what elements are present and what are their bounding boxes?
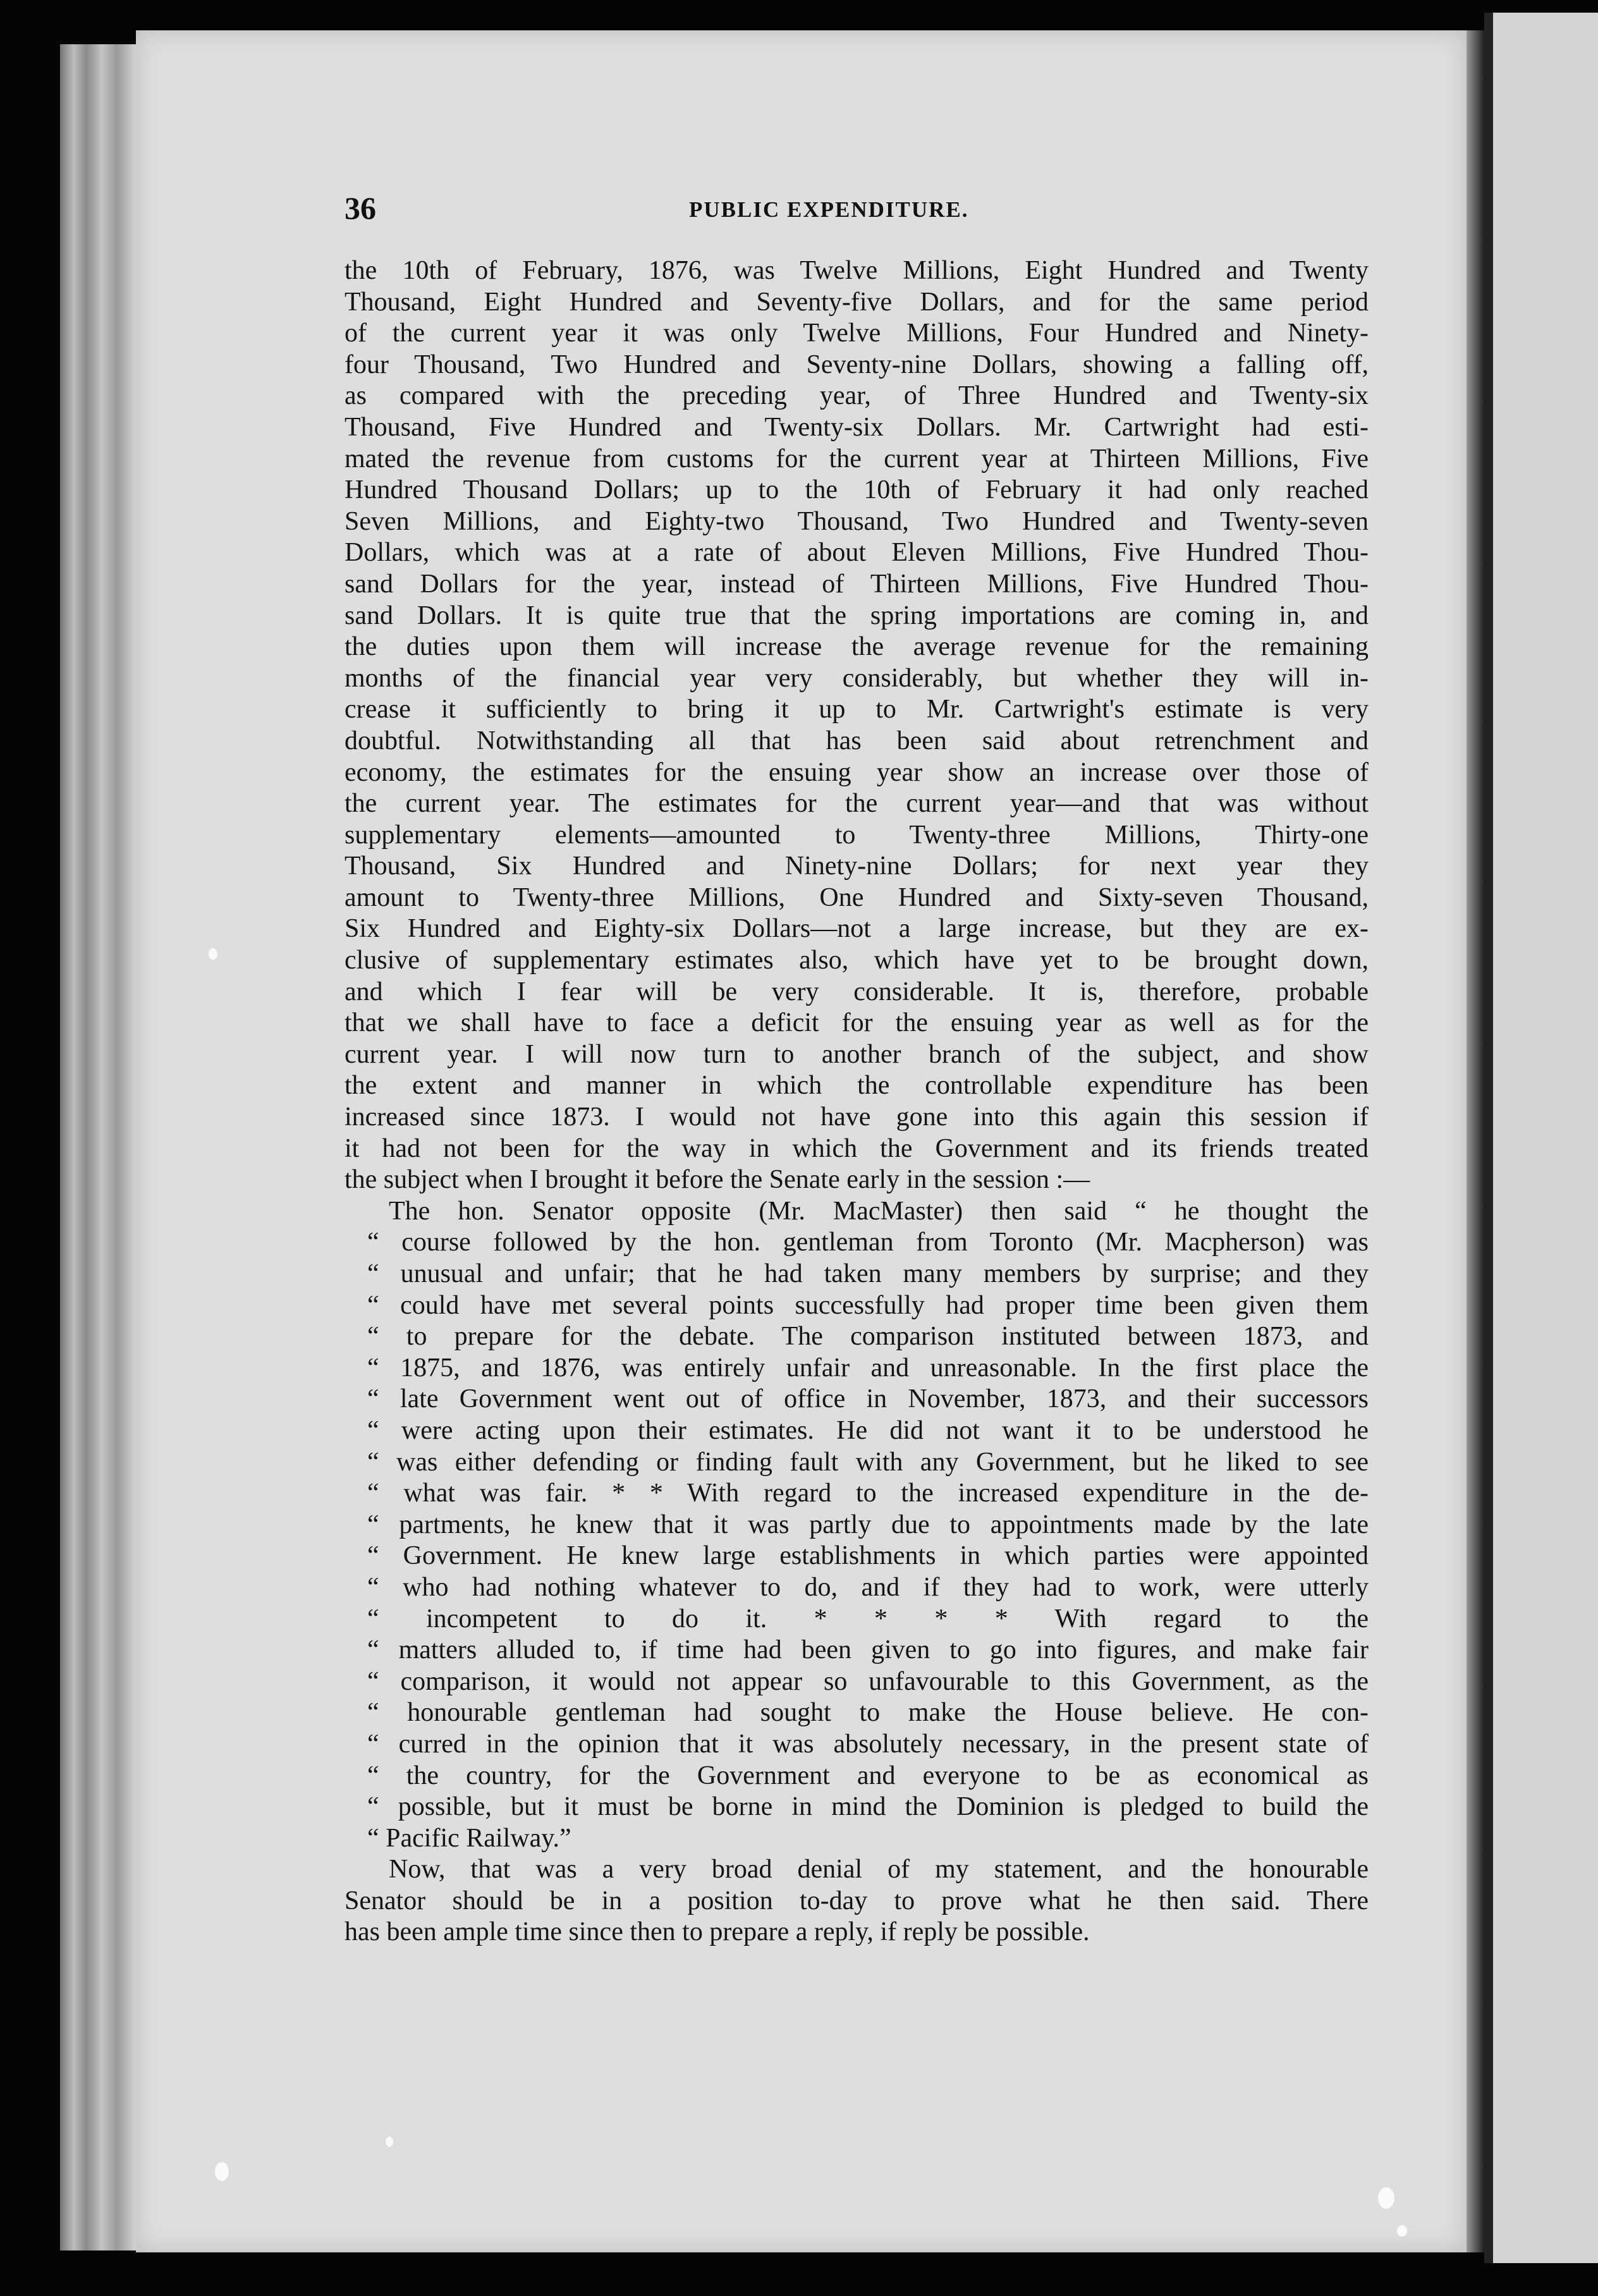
text-line: has been ample time since then to prepare a reply, if reply be possible. (345, 1917, 1090, 1947)
text-line: Six Hundred and Eighty-six Dollars—not a large increase, but they are ex- (345, 914, 1369, 944)
text-line: mated the revenue from customs for the current year at Thirteen Millions, Five (345, 444, 1369, 473)
text-line: the 10th of February, 1876, was Twelve Millions, Eight Hundred and Twenty (345, 256, 1369, 285)
text-line: doubtful. Notwithstanding all that has been said about retrenchment and (345, 726, 1369, 755)
text-line: Thousand, Six Hundred and Ninety-nine Dollars; for next year they (345, 852, 1369, 881)
page-number: 36 (345, 190, 376, 226)
text-line: the subject when I brought it before the Senate early in the session :— (345, 1165, 1090, 1195)
text-line: “ incompetent to do it. * * * * With regard to the (367, 1604, 1369, 1633)
text-line: clusive of supplementary estimates also, which have yet to be brought down, (345, 946, 1369, 975)
text-line: Now, that was a very broad denial of my statement, and the honourable (389, 1855, 1369, 1884)
text-line: “ unusual and unfair; that he had taken many members by surprise; and they (367, 1259, 1369, 1288)
facing-page-edge (1484, 13, 1598, 2263)
text-line: “ 1875, and 1876, was entirely unfair and unreasonable. In the first place the (367, 1353, 1369, 1383)
text-line: supplementary elements—amounted to Twenty-three Millions, Thirty-one (345, 820, 1369, 850)
page-edge-shadow (1467, 30, 1484, 2252)
text-line: “ Government. He knew large establishments in which parties were appointed (367, 1541, 1369, 1571)
scan-speck (1397, 2225, 1407, 2237)
text-line: Hundred Thousand Dollars; up to the 10th of February it had only reached (345, 475, 1369, 505)
text-line: “ partments, he knew that it was partly due to appointments made by the late (367, 1510, 1369, 1539)
scan-speck (1378, 2187, 1394, 2209)
text-line: and which I fear will be very considerable. It is, therefore, probable (345, 977, 1369, 1006)
text-line: “ late Government went out of office in November, 1873, and their successors (367, 1384, 1369, 1414)
text-line: The hon. Senator opposite (Mr. MacMaster) then said “ he thought the (389, 1196, 1369, 1226)
text-line: “ curred in the opinion that it was absolutely necessary, in the present state of (367, 1729, 1369, 1759)
text-line: “ honourable gentleman had sought to make the House believe. He con- (367, 1698, 1369, 1728)
text-line: “ the country, for the Government and everyone to be as economical as (367, 1761, 1369, 1790)
text-line: Thousand, Five Hundred and Twenty-six Dollars. Mr. Cartwright had esti- (345, 412, 1369, 442)
scan-speck (386, 2137, 393, 2147)
running-title: PUBLIC EXPENDITURE. (689, 197, 969, 222)
text-line: the duties upon them will increase the average revenue for the remaining (345, 632, 1369, 662)
text-line: “ was either defending or finding fault with any Government, but he liked to see (367, 1447, 1369, 1477)
gutter-shadow (1484, 13, 1493, 2263)
page-header (345, 190, 1369, 240)
text-line: “ Pacific Railway.” (367, 1823, 571, 1853)
text-line: Thousand, Eight Hundred and Seventy-five Dollars, and for the same period (345, 287, 1369, 317)
text-line: “ could have met several points successfully had proper time been given them (367, 1290, 1369, 1320)
text-line: economy, the estimates for the ensuing year show an increase over those of (345, 757, 1369, 787)
text-line: amount to Twenty-three Millions, One Hundred and Sixty-seven Thousand, (345, 882, 1369, 912)
book-spine (60, 44, 136, 2250)
text-line: “ course followed by the hon. gentleman from Toronto (Mr. Macpherson) was (367, 1228, 1369, 1257)
scan-speck (209, 948, 217, 960)
text-line: increased since 1873. I would not have gone into this again this session if (345, 1102, 1369, 1132)
text-line: “ who had nothing whatever to do, and if they had to work, were utterly (367, 1572, 1369, 1602)
text-line: that we shall have to face a deficit for the ensuing year as well as for the (345, 1008, 1369, 1038)
text-line: as compared with the preceding year, of Three Hundred and Twenty-six (345, 381, 1369, 411)
text-line: “ to prepare for the debate. The comparison instituted between 1873, and (367, 1322, 1369, 1352)
text-line: Senator should be in a position to-day to prove what he then said. There (345, 1886, 1369, 1915)
scan-speck (215, 2162, 229, 2181)
text-line: “ what was fair. * * With regard to the increased expenditure in the de- (367, 1479, 1369, 1508)
text-line: “ matters alluded to, if time had been given to go into figures, and make fair (367, 1635, 1369, 1665)
text-line: sand Dollars for the year, instead of Thirteen Millions, Five Hundred Thou- (345, 569, 1369, 599)
text-line: crease it sufficiently to bring it up to Mr. Cartwright's estimate is very (345, 695, 1369, 724)
text-line: current year. I will now turn to another branch of the subject, and show (345, 1039, 1369, 1069)
text-line: Seven Millions, and Eighty-two Thousand, Two Hundred and Twenty-seven (345, 506, 1369, 536)
text-line: of the current year it was only Twelve Millions, Four Hundred and Ninety- (345, 319, 1369, 348)
text-line: “ comparison, it would not appear so unfavourable to this Government, as the (367, 1666, 1369, 1696)
body-text (345, 255, 1369, 1948)
text-line: “ were acting upon their estimates. He did not want it to be understood he (367, 1415, 1369, 1445)
text-line: Dollars, which was at a rate of about Eleven Millions, Five Hundred Thou- (345, 538, 1369, 568)
text-line: sand Dollars. It is quite true that the spring importations are coming in, and (345, 601, 1369, 630)
text-line: “ possible, but it must be borne in mind the Dominion is pledged to build the (367, 1792, 1369, 1822)
text-line: it had not been for the way in which the Government and its friends treated (345, 1133, 1369, 1163)
text-line: the extent and manner in which the controllable expenditure has been (345, 1071, 1369, 1101)
text-line: the current year. The estimates for the current year—and that was without (345, 789, 1369, 819)
text-line: four Thousand, Two Hundred and Seventy-nine Dollars, showing a falling off, (345, 350, 1369, 379)
text-line: months of the financial year very considerably, but whether they will in- (345, 663, 1369, 693)
